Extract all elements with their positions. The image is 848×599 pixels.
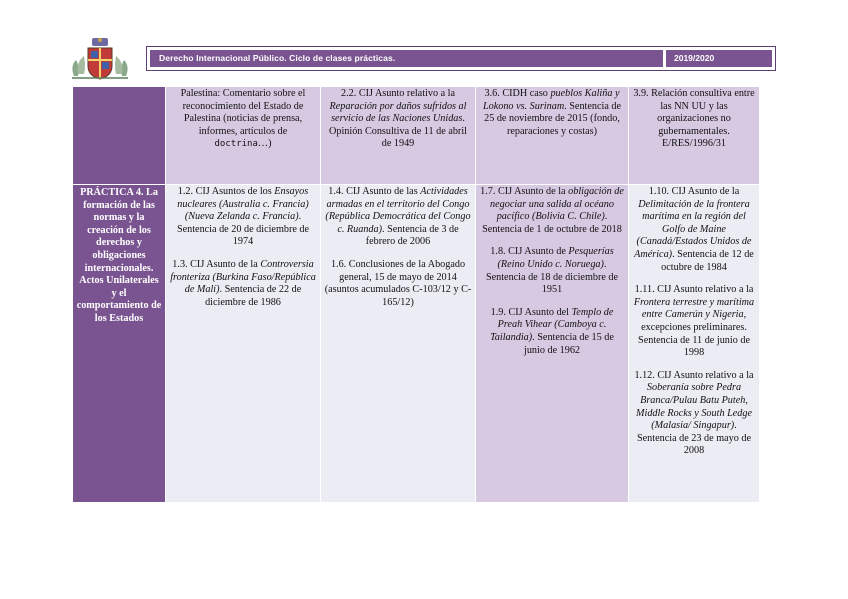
table-cell <box>166 87 321 185</box>
practice-label: PRÁCTICA 4. La formación de las normas y la creación de los derechos y obligaciones internacionales. Actos Unilaterales y el comportamiento de los Estados <box>73 185 166 503</box>
case-entry: 1.7. CIJ Asunto de la obligación de negociar una salida al océano pacífico (Bolivia C. Chile). Sentencia de 1 de octubre de 2018 <box>480 186 624 235</box>
cell-text: . Sentencia de 25 de noviembre de 2015 (fondo, reparaciones y costas) <box>484 100 622 137</box>
header-band <box>150 50 772 67</box>
cell-text: . Opinión Consultiva de 11 de abril de 1949 <box>329 113 467 150</box>
academic-year: 2019/2020 <box>674 53 715 63</box>
table-cell <box>476 87 629 185</box>
table-cell <box>321 185 476 503</box>
university-crest-icon <box>70 36 130 80</box>
table-row <box>73 87 760 185</box>
cell-text: doctrina <box>214 139 258 150</box>
case-entry: 1.11. CIJ Asunto relativo a la Frontera terrestre y marítima entre Camerún y Nigeria, excepciones preliminares. Sentencia de 11 de junio de 1998 <box>633 284 755 359</box>
case-entry: 1.6. Conclusiones de la Abogado general, 15 de mayo de 2014 (asuntos acumulados C-103/12 y C-165/12) <box>324 258 472 308</box>
case-entry: 1.12. CIJ Asunto relativo a la Soberanía sobre Pedra Branca/Pulau Batu Puteh, Middle Rocks y South Ledge (Malasia/ Singapur). Sentencia de 23 de mayo de 2008 <box>634 369 754 457</box>
table-cell <box>321 87 476 185</box>
table-cell <box>476 185 629 503</box>
case-entry: 1.9. CIJ Asunto del Templo de Preah Vihear (Camboya c. Tailandia). Sentencia de 15 de junio de 1962 <box>490 306 614 356</box>
case-entry: 1.2. CIJ Asuntos de los Ensayos nucleares (Australia c. Francia) (Nueva Zelanda c. Francia). Sentencia de 20 de diciembre de 1974 <box>176 186 310 248</box>
cell-text: …) <box>257 138 272 150</box>
case-entry: 1.10. CIJ Asunto de la Delimitación de la frontera marítima en la región del Golfo de Maine (Canadá/Estados Unidos de América). Sentencia de 12 de octubre de 1984 <box>634 186 754 273</box>
table-cell <box>166 185 321 503</box>
cell-text: 2.2. CIJ Asunto relativo a la <box>340 88 456 99</box>
case-name: Reparación por daños sufridos al servicio de las Naciones Unidas <box>329 100 467 125</box>
case-name: pueblos Kaliña y Lokono vs. Surinam <box>482 88 620 112</box>
table-row <box>73 185 760 503</box>
table-cell <box>629 87 760 185</box>
case-entry: 1.8. CIJ Asunto de Pesquerías (Reino Unido c. Noruega). Sentencia de 18 de diciembre de 1951 <box>485 246 619 296</box>
cell-text: 3.6. CIDH caso <box>484 88 551 99</box>
document-header <box>146 46 776 71</box>
row-label-empty <box>73 87 166 185</box>
practice-table <box>72 86 760 503</box>
cell-text: Palestina: Comentario sobre el reconocimiento del Estado de Palestina (noticias de prensa, informes, artículos de <box>180 88 306 137</box>
header-divider <box>663 50 666 67</box>
table-cell <box>629 185 760 503</box>
header-title: Derecho Internacional Público. Ciclo de clases prácticas. <box>159 53 396 63</box>
case-entry: 1.3. CIJ Asunto de la Controversia fronteriza (Burkina Faso/República de Malí). Sentencia de 22 de diciembre de 1986 <box>170 258 316 308</box>
cell-text: 3.9. Relación consultiva entre las NN UU y las organizaciones no gubernamentales. E/RES/1996/31 <box>633 88 755 150</box>
case-entry: 1.4. CIJ Asunto de las Actividades armadas en el territorio del Congo (República Democrática del Congo c. Ruanda). Sentencia de 3 de febrero de 2006 <box>325 186 471 248</box>
